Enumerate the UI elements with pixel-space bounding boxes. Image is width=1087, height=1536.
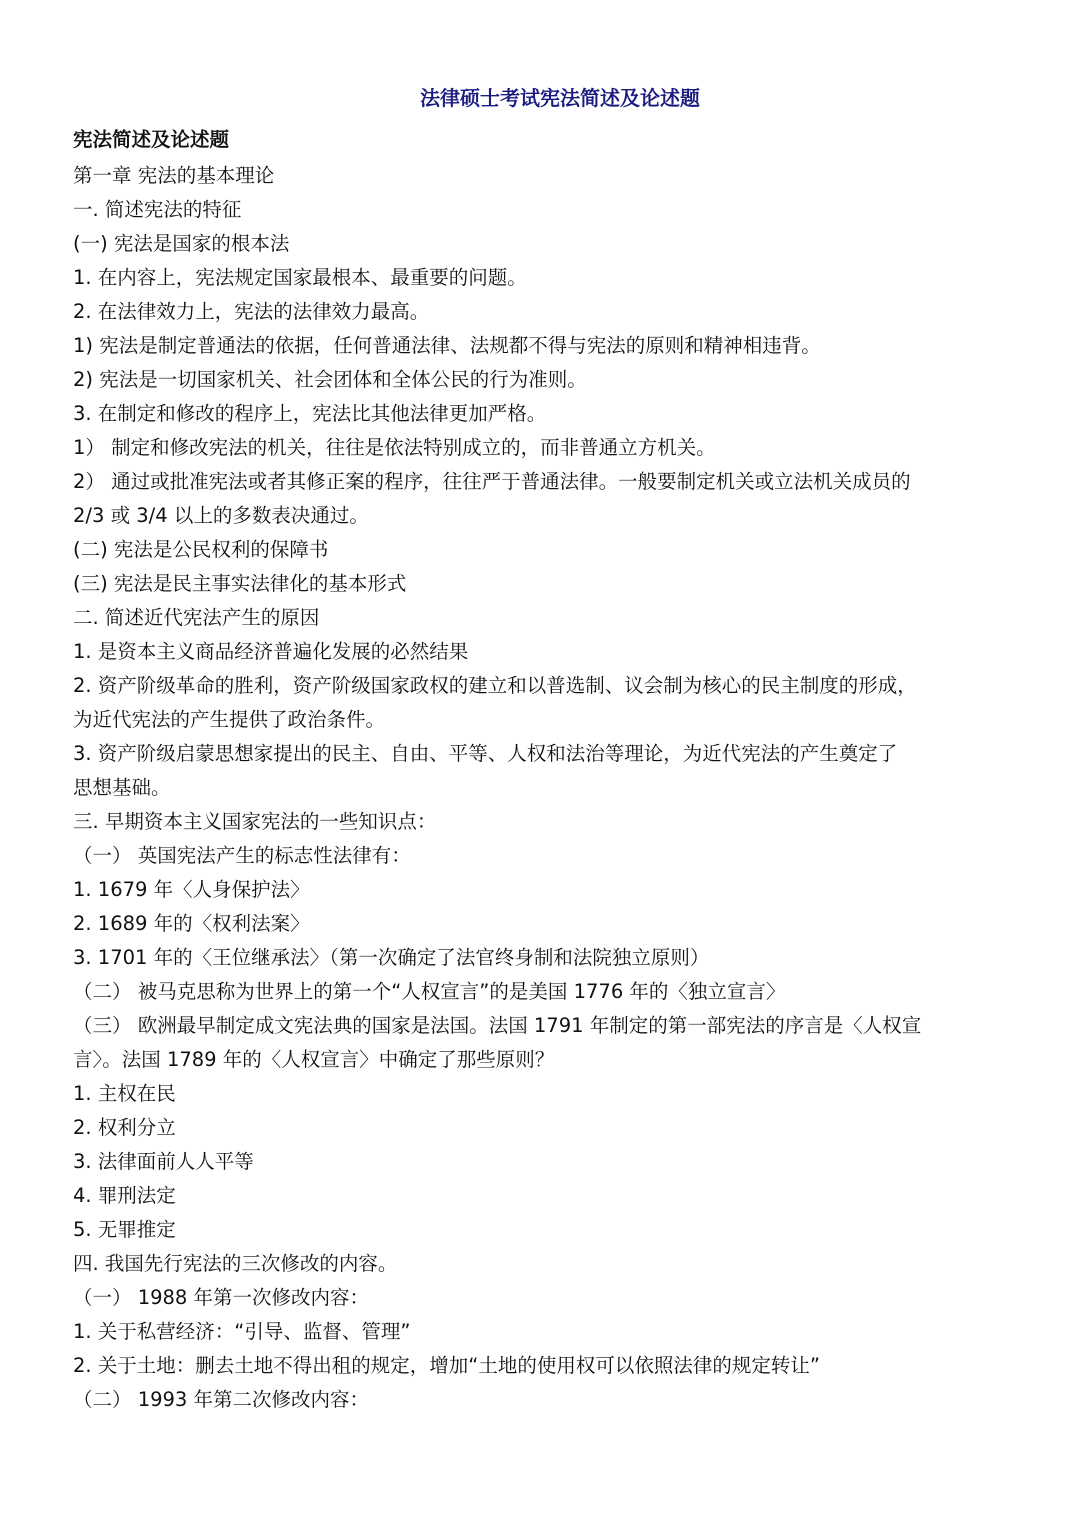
text-line: 1. 在内容上，宪法规定国家最根本、最重要的问题。: [73, 266, 527, 289]
text-line: 三. 早期资本主义国家宪法的一些知识点：: [73, 810, 437, 833]
section-title: 宪法简述及论述题: [73, 128, 230, 151]
text-line: 3. 在制定和修改的程序上，宪法比其他法律更加严格。: [73, 402, 547, 425]
text-line: 2. 关于土地：删去土地不得出租的规定，增加“土地的使用权可以依照法律的规定转让”: [73, 1354, 821, 1377]
text-line: 2. 权利分立: [73, 1116, 176, 1139]
text-line: 4. 罪刑法定: [73, 1184, 176, 1207]
document-body: [73, 159, 1027, 1417]
text-line: 2/3 或 3/4 以上的多数表决通过。: [73, 504, 369, 527]
text-line: 2. 资产阶级革命的胜利，资产阶级国家政权的建立和以普选制、议会制为核心的民主制度的形成，: [73, 674, 917, 697]
document-title: 法律硕士考试宪法简述及论述题: [420, 86, 700, 110]
text-line: 3. 法律面前人人平等: [73, 1150, 254, 1173]
text-line: （三） 欧洲最早制定成文宪法典的国家是法国。法国 1791 年制定的第一部宪法的序言是〈人权宣: [73, 1014, 922, 1037]
text-line: 1. 主权在民: [73, 1082, 176, 1105]
text-line: 1. 关于私营经济：“引导、监督、管理”: [73, 1320, 411, 1343]
text-line: 2. 1689 年的〈权利法案〉: [73, 912, 310, 935]
text-line: 5. 无罪推定: [73, 1218, 176, 1241]
text-line: (二) 宪法是公民权利的保障书: [73, 538, 329, 561]
text-line: 2） 通过或批准宪法或者其修正案的程序，往往严于普通法律。一般要制定机关或立法机关成员的: [73, 470, 911, 493]
text-line: （二） 被马克思称为世界上的第一个“人权宣言”的是美国 1776 年的〈独立宣言〉: [73, 980, 786, 1003]
text-line: 第一章 宪法的基本理论: [73, 164, 275, 187]
text-line: 1) 宪法是制定普通法的依据，任何普通法律、法规都不得与宪法的原则和精神相违背。: [73, 334, 821, 357]
text-line: 3. 1701 年的〈王位继承法〉（第一次确定了法官终身制和法院独立原则）: [73, 946, 710, 969]
text-line: （一） 英国宪法产生的标志性法律有：: [73, 844, 411, 867]
text-line: 1） 制定和修改宪法的机关，往往是依法特别成立的，而非普通立方机关。: [73, 436, 716, 459]
text-line: 一. 简述宪法的特征: [73, 198, 242, 221]
text-line: 3. 资产阶级启蒙思想家提出的民主、自由、平等、人权和法治等理论，为近代宪法的产生奠定了: [73, 742, 898, 765]
text-line: 四. 我国先行宪法的三次修改的内容。: [73, 1252, 398, 1275]
text-line: 思想基础。: [73, 776, 171, 799]
text-line: 为近代宪法的产生提供了政治条件。: [73, 708, 386, 731]
text-line: 1. 是资本主义商品经济普遍化发展的必然结果: [73, 640, 469, 663]
text-line: 言〉。法国 1789 年的〈人权宣言〉中确定了那些原则？: [73, 1048, 555, 1071]
text-line: （二） 1993 年第二次修改内容：: [73, 1388, 370, 1411]
text-line: 二. 简述近代宪法产生的原因: [73, 606, 320, 629]
text-line: 1. 1679 年〈人身保护法〉: [73, 878, 310, 901]
text-line: (一) 宪法是国家的根本法: [73, 232, 290, 255]
text-line: (三) 宪法是民主事实法律化的基本形式: [73, 572, 407, 595]
text-line: 2) 宪法是一切国家机关、社会团体和全体公民的行为准则。: [73, 368, 587, 391]
text-line: （一） 1988 年第一次修改内容：: [73, 1286, 370, 1309]
text-line: 2. 在法律效力上，宪法的法律效力最高。: [73, 300, 430, 323]
